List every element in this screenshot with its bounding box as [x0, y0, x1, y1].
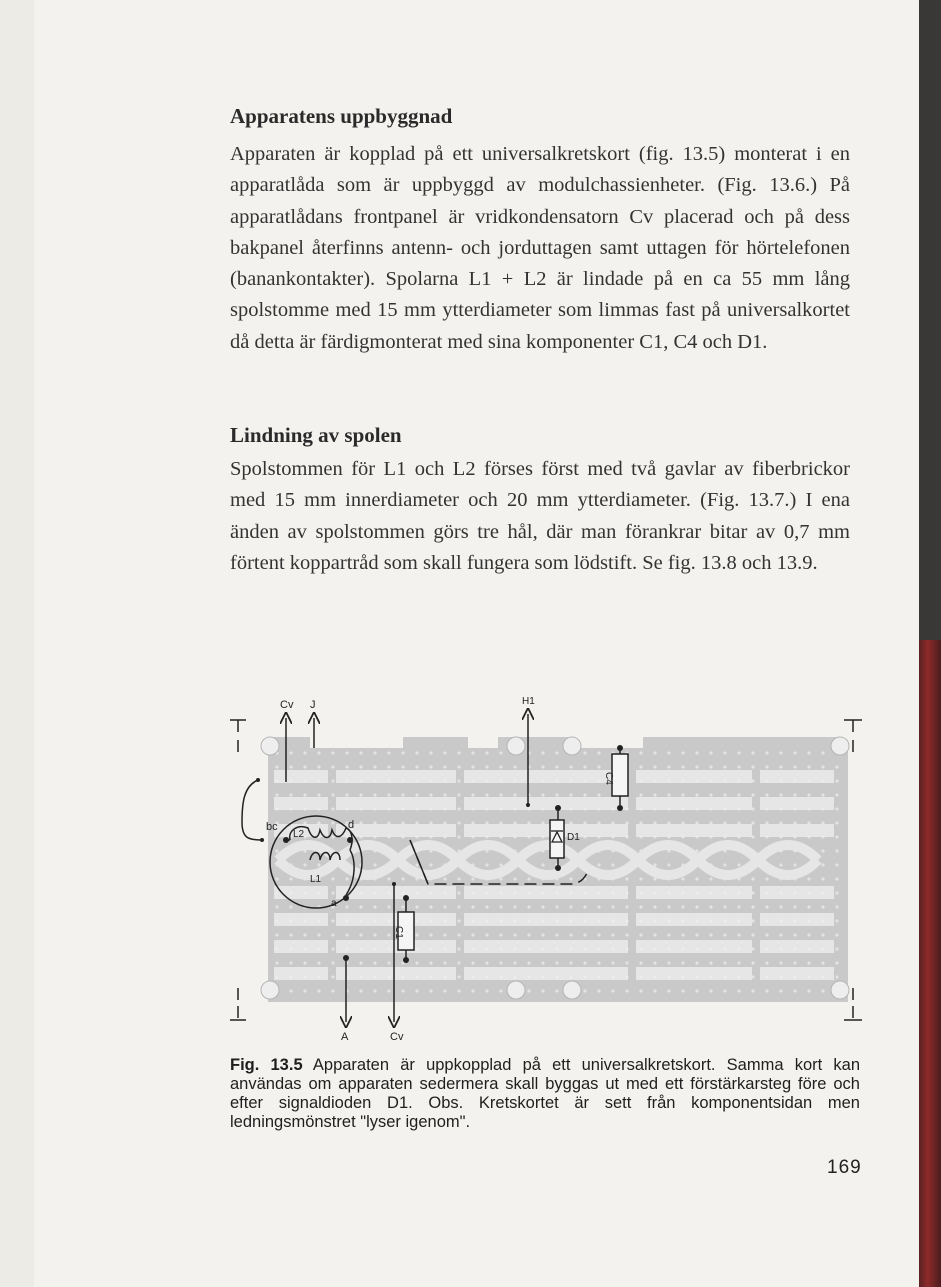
- figure-caption-label: Fig. 13.5: [230, 1056, 303, 1074]
- circuit-board: [261, 737, 849, 1002]
- page-number: 169: [827, 1157, 862, 1178]
- label-j: J: [310, 699, 316, 711]
- section-heading-apparatens-uppbyggnad: Apparatens uppbyggnad: [230, 104, 453, 128]
- label-d1: D1: [567, 832, 580, 843]
- label-cv-top: Cv: [280, 699, 294, 711]
- label-l1: L1: [310, 874, 322, 885]
- figure-caption: [230, 1056, 860, 1132]
- label-h1: H1: [522, 696, 535, 707]
- label-cv-bottom: Cv: [390, 1031, 404, 1043]
- figure-caption-text: Apparaten är uppkopplad på ett universalkretskort. Samma kort kan användas om apparaten sedermera skall byggas ut med ett förstärkarsteg före och efter signaldioden D1. Obs. Kretskortet är sett från komponentsidan men ledningsmönstret "lyser igenom".: [230, 1056, 860, 1131]
- label-l2: L2: [293, 829, 305, 840]
- previous-page-edge: [0, 0, 35, 1287]
- circuit-board-figure: [228, 690, 868, 1050]
- section-body-apparatens-uppbyggnad: Apparaten är kopplad på ett universalkretskort (fig. 13.5) monterat i en apparatlåda som är uppbyggd av modulchassienheter. (Fig. 13.6.) På apparatlådans frontpanel är vridkondensatorn Cv placerad och på dess bakpanel återfinns antenn- och jorduttagen samt uttagen för hörtelefonen (banankontakter). Spolarna L1 + L2 är lindade på en ca 55 mm lång spolstomme med 15 mm ytterdiameter som limmas fast på universalkortet då detta är färdigmonterat med sina komponenter C1, C4 och D1.: [230, 143, 850, 353]
- label-bc: bc: [266, 821, 278, 833]
- book-cover-edge: [919, 640, 941, 1287]
- label-c1: C1: [393, 926, 404, 939]
- section-body-lindning-av-spolen: Spolstommen för L1 och L2 förses först med två gavlar av fiberbrickor med 15 mm innerdiameter och 20 mm ytterdiameter. (Fig. 13.7.) I ena änden av spolstommen görs tre hål, där man förankrar bitar av 0,7 mm förtent koppartråd som skall fungera som lödstift. Se fig. 13.8 och 13.9.: [230, 458, 850, 574]
- label-c4: C4: [603, 772, 614, 785]
- label-a-bottom: A: [341, 1031, 349, 1043]
- label-a-small: a: [331, 898, 337, 909]
- section-heading-lindning-av-spolen: Lindning av spolen: [230, 423, 402, 447]
- label-d: d: [348, 819, 355, 831]
